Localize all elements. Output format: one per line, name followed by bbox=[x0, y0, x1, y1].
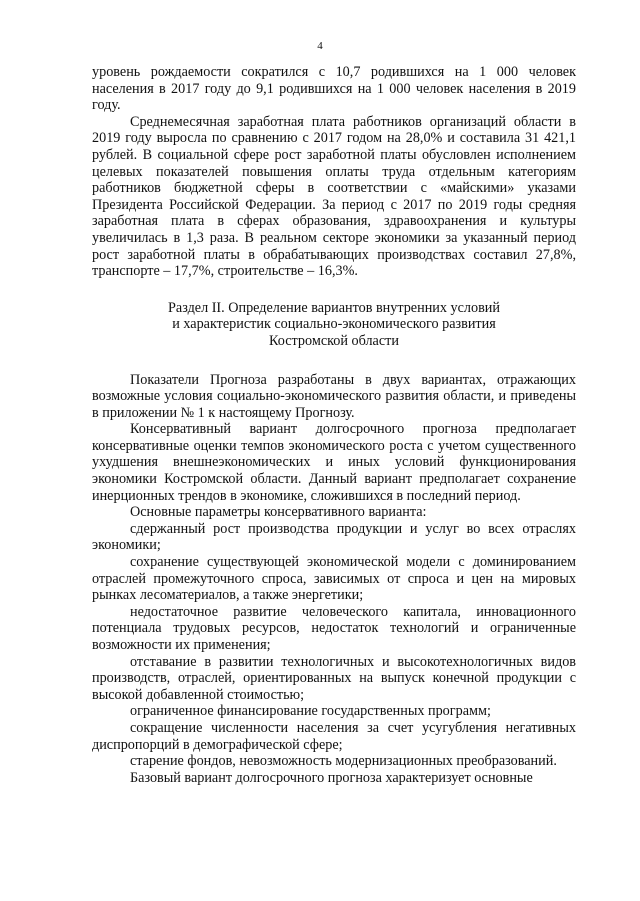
section-title-line-3: Костромской области bbox=[269, 332, 399, 349]
paragraph-conservative-variant: Консервативный вариант долгосрочного прогноза предполагает консервативные оценки темпов экономического роста с учетом существенного ухудшения внешнеэкономических и иных условий функционирования экономики Костромской области. Данный вариант предполагает сохранение инерционных трендов в экономике, сложившихся в последний период. bbox=[92, 421, 576, 504]
list-item-population-decline: сокращение численности населения за счет усугубления негативных диспропорций в демографической сфере; bbox=[92, 719, 576, 753]
paragraph-birth-rate: уровень рождаемости сократился с 10,7 родившихся на 1 000 человек населения в 2017 году до 9,1 родившихся на 1 000 человек населения в 2019 году. bbox=[92, 64, 576, 114]
list-item-economic-model: сохранение существующей экономической модели с доминированием отраслей промежуточного спроса, зависимых от спроса и цен на мировых рынках лесоматериалов, а также энергетики; bbox=[92, 554, 576, 604]
section-title bbox=[92, 300, 576, 350]
list-item-human-capital: недостаточное развитие человеческого капитала, инновационного потенциала трудовых ресурсов, недостаток технологий и ограниченные возможности их применения; bbox=[92, 603, 576, 653]
page-number: 4 bbox=[317, 40, 323, 52]
list-item-limited-financing: ограниченное финансирование государственных программ; bbox=[130, 703, 491, 720]
paragraph-forecast-variants: Показатели Прогноза разработаны в двух вариантах, отражающих возможные условия социально-экономического развития области, и приведены в приложении № 1 к настоящему Прогнозу. bbox=[92, 371, 576, 421]
paragraph-base-variant: Базовый вариант долгосрочного прогноза характеризует основные bbox=[130, 769, 533, 786]
list-item-aging-assets: старение фондов, невозможность модернизационных преобразований. bbox=[130, 753, 557, 770]
list-item-hightech-lag: отставание в развитии технологичных и высокотехнологичных видов производств, отраслей, ориентированных на выпуск конечной продукции с высокой добавленной стоимостью; bbox=[92, 653, 576, 703]
document-body bbox=[92, 64, 576, 786]
section-title-line-1: Раздел II. Определение вариантов внутренних условий bbox=[168, 299, 500, 316]
paragraph-wages: Среднемесячная заработная плата работников организаций области в 2019 году выросла по сравнению с 2017 годом на 28,0% и составила 31 421,1 рублей. В социальной сфере рост заработной платы обусловлен исполнением целевых показателей повышения оплаты труда отдельным категориям работников бюджетной сферы в соответствии с «майскими» указами Президента Российской Федерации. За период с 2017 по 2019 годы средняя заработная плата в сферах образования, здравоохранения и культуры увеличилась в 1,3 раза. В реальном секторе экономики за указанный период рост заработной платы в обрабатывающих производствах составил 27,8%, транспорте – 17,7%, строительстве – 16,3%. bbox=[92, 113, 576, 280]
section-title-line-2: и характеристик социально-экономического развития bbox=[172, 316, 496, 333]
paragraph-conservative-parameters: Основные параметры консервативного варианта: bbox=[130, 504, 427, 521]
list-item-restrained-growth: сдержанный рост производства продукции и услуг во всех отраслях экономики; bbox=[92, 520, 576, 554]
